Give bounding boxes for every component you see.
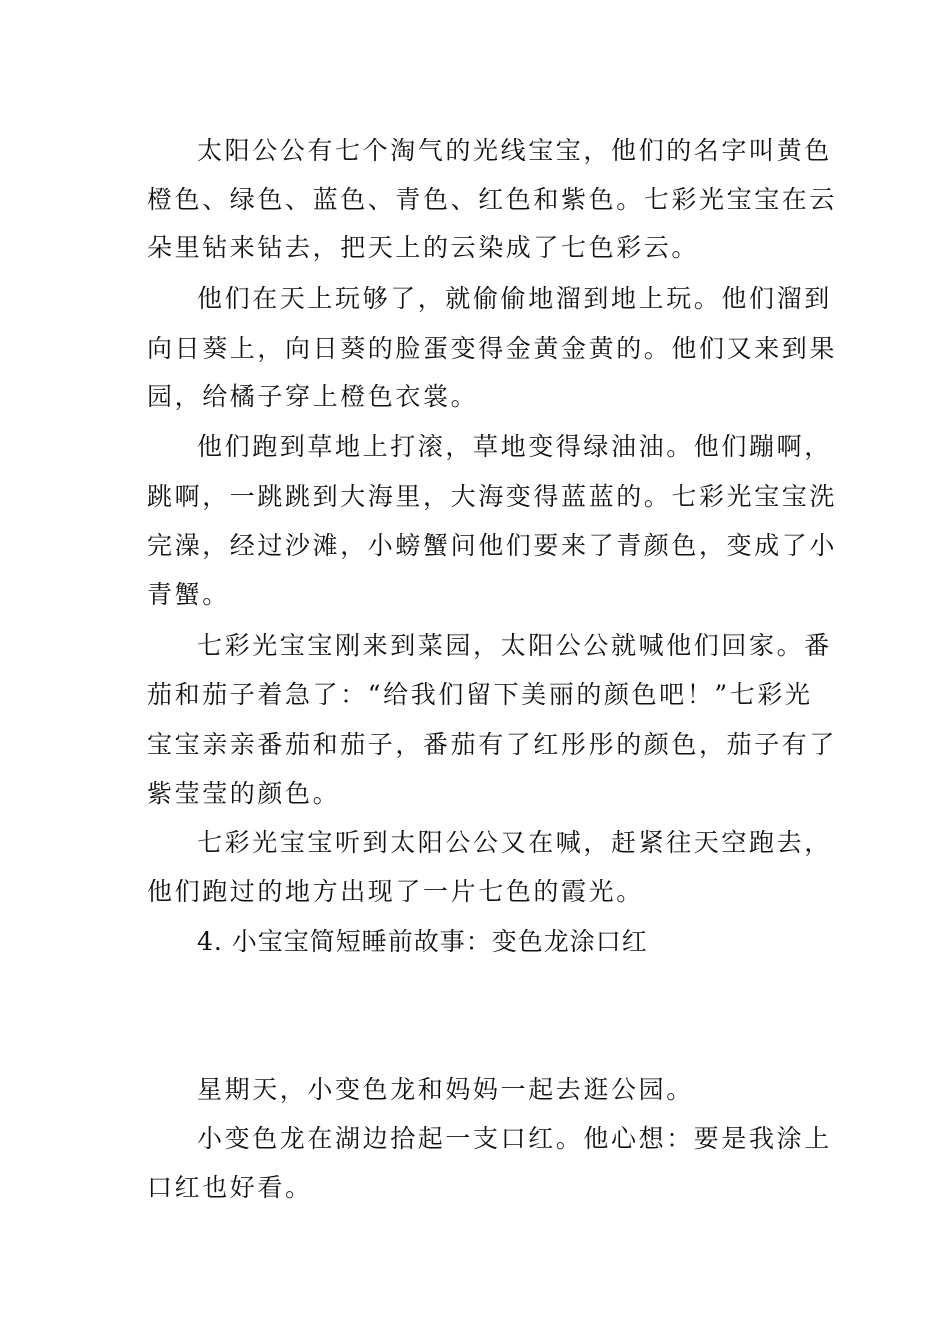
text-line: 朵里钻来钻去，把天上的云染成了七色彩云。: [147, 233, 700, 262]
text-line: 他们跑过的地方出现了一片七色的霞光。: [147, 877, 644, 906]
text-line: 橙色、绿色、蓝色、青色、红色和紫色。七彩光宝宝在云: [147, 185, 838, 214]
text-line: 茄和茄子着急了：“给我们留下美丽的颜色吧！”七彩光: [147, 680, 813, 709]
text-line: 他们跑到草地上打滚，草地变得绿油油。他们蹦啊，: [197, 432, 832, 461]
section-heading: 4. 小宝宝简短睡前故事：变色龙涂口红: [197, 927, 648, 956]
text-line: 紫莹莹的颜色。: [147, 779, 341, 808]
text-line: 宝宝亲亲番茄和茄子，番茄有了红彤彤的颜色，茄子有了: [147, 730, 838, 759]
text-line: 太阳公公有七个淘气的光线宝宝，他们的名字叫黄色: [197, 136, 832, 165]
text-line: 他们在天上玩够了，就偷偷地溜到地上玩。他们溜到: [197, 284, 832, 313]
text-line: 口红也好看。: [147, 1173, 313, 1202]
text-line: 七彩光宝宝刚来到菜园，太阳公公就喊他们回家。番: [197, 631, 832, 660]
text-line: 七彩光宝宝听到太阳公公又在喊，赶紧往天空跑去，: [197, 828, 832, 857]
text-line: 小变色龙在湖边拾起一支口红。他心想：要是我涂上: [197, 1124, 832, 1153]
text-line: 向日葵上，向日葵的脸蛋变得金黄金黄的。他们又来到果: [147, 334, 838, 363]
text-line: 星期天，小变色龙和妈妈一起去逛公园。: [197, 1075, 694, 1104]
text-line: 跳啊，一跳跳到大海里，大海变得蓝蓝的。七彩光宝宝洗: [147, 482, 838, 511]
text-line: 完澡，经过沙滩，小螃蟹问他们要来了青颜色，变成了小: [147, 531, 838, 560]
text-line: 青蟹。: [147, 580, 230, 609]
text-line: 园，给橘子穿上橙色衣裳。: [147, 382, 479, 411]
